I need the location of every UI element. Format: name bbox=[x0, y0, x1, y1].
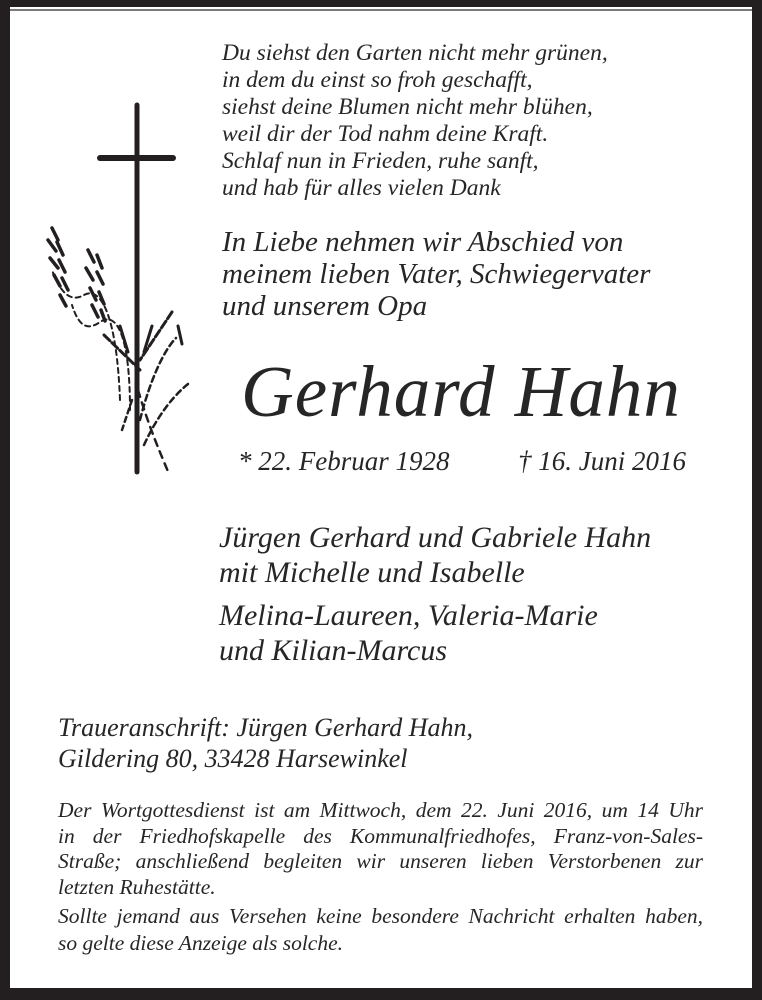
life-dates bbox=[238, 446, 686, 476]
poem-line: weil dir der Tod nahm deine Kraft. bbox=[222, 121, 549, 147]
poem-line: Du siehst den Garten nicht mehr grünen, bbox=[222, 40, 608, 66]
address-line: Gildering 80, 33428 Harsewinkel bbox=[58, 744, 408, 773]
address-line: Traueranschrift: Jürgen Gerhard Hahn, bbox=[58, 713, 474, 742]
service-line: in der Friedhofskapelle des Kommunalfriedhofes, Franz-von-Sales- bbox=[58, 823, 703, 848]
poem-line: siehst deine Blumen nicht mehr blühen, bbox=[222, 94, 593, 120]
memorial-poem bbox=[222, 40, 608, 202]
mourners-list bbox=[219, 520, 651, 668]
intro-line: meinem lieben Vater, Schwiegervater bbox=[222, 258, 651, 290]
poem-line: Schlaf nun in Frieden, ruhe sanft, bbox=[222, 148, 539, 174]
top-divider-rule bbox=[10, 9, 752, 11]
mourning-address bbox=[58, 712, 473, 774]
service-line: Straße; anschließend begleiten wir unseren lieben Verstorbenen zur bbox=[58, 849, 703, 873]
mourner-line: mit Michelle und Isabelle bbox=[219, 556, 525, 589]
mourner-line: und Kilian-Marcus bbox=[219, 634, 448, 667]
notification-disclaimer bbox=[58, 903, 703, 957]
frame-left-border bbox=[0, 0, 10, 1000]
intro-line: In Liebe nehmen wir Abschied von bbox=[222, 226, 624, 258]
death-date: † 16. Juni 2016 bbox=[518, 446, 686, 476]
mourner-line: Jürgen Gerhard und Gabriele Hahn bbox=[219, 521, 652, 554]
poem-line: in dem du einst so froh geschafft, bbox=[222, 67, 533, 93]
mourner-line: Melina-Laureen, Valeria-Marie bbox=[219, 599, 598, 632]
deceased-name: Gerhard Hahn bbox=[241, 351, 681, 432]
farewell-intro bbox=[222, 226, 650, 322]
frame-right-border bbox=[752, 0, 762, 1000]
cross-and-wheat-icon bbox=[42, 100, 212, 480]
birth-date: * 22. Februar 1928 bbox=[238, 446, 450, 476]
intro-line: und unserem Opa bbox=[222, 290, 428, 322]
frame-bottom-border bbox=[0, 988, 762, 1000]
service-line: Der Wortgottesdienst ist am Mittwoch, dem 22. Juni 2016, um 14 Uhr bbox=[58, 798, 703, 822]
frame-top-border bbox=[0, 0, 762, 7]
service-line: letzten Ruhestätte. bbox=[58, 874, 216, 899]
service-info bbox=[58, 798, 703, 900]
disclaimer-line: Sollte jemand aus Versehen keine besondere Nachricht erhalten haben, bbox=[58, 904, 703, 928]
disclaimer-line: so gelte diese Anzeige als solche. bbox=[58, 931, 344, 955]
poem-line: und hab für alles vielen Dank bbox=[222, 175, 501, 201]
